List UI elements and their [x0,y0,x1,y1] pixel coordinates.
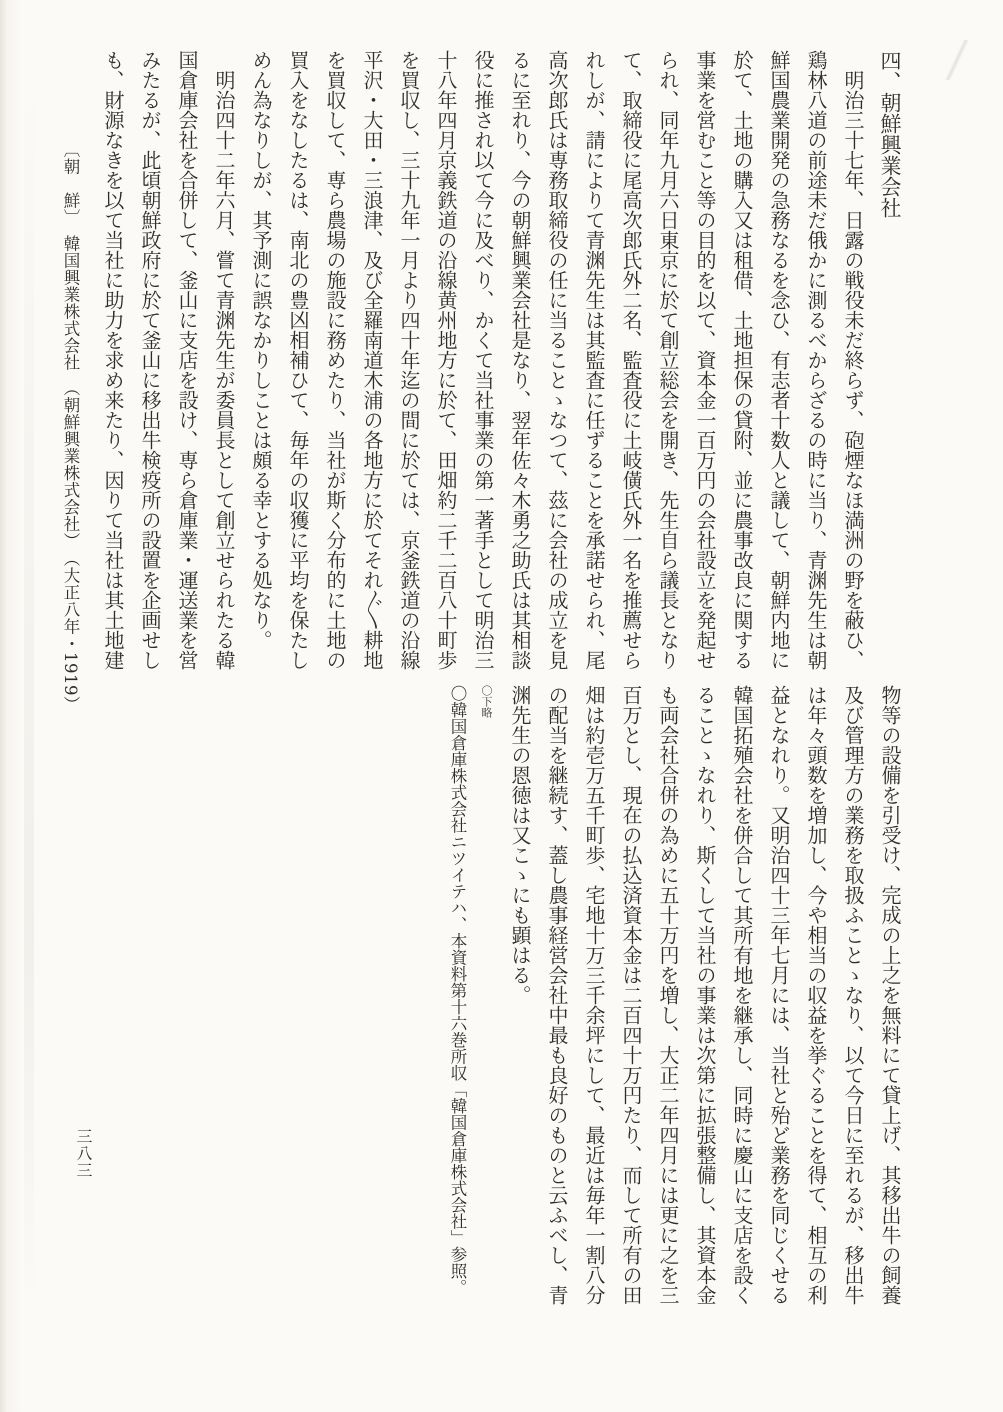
page-number: 三八三 [74,1128,93,1179]
body-paragraph-1: 明治三十七年、日露の戦役未だ終らず、砲煙なほ満洲の野を蔽ひ、鶏林八道の前途未だ俄かに測るべからざるの時に当り、青渊先生は朝鮮国農業開発の急務なるを念ひ、有志者十数人と議して、朝鮮内地に於て、土地の購入又は租借、土地担保の貸附、並に農事改良に関する事業を営むこと等の目的を以て、資本金一百万円の会社設立を発起せられ、同年九月六日東京に於て創立総会を開き、先生自ら議長となりて、取締役に尾高次郎氏外二名、監査役に土岐僙氏外一名を推薦せられしが、請によりて青渊先生は其監査に任ずることを承諾せられ、尾高次郎氏は専務取締役の任に当ることゝなつて、茲に会社の成立を見るに至れり、今の朝鮮興業会社是なり、翌年佐々木勇之助氏は其相談役に推され以て今に及べり、かくて当社事業の第一著手として明治三十八年四月京義鉄道の沿線黄州地方に於て、田畑約二千二百八十町歩を買収し、三十九年一月より四十年迄の間に於ては、京釜鉄道の沿線平沢・大田・三浪津、及び全羅南道木浦の各地方に於てそれ〴〵耕地を買収して、専ら農場の施設に務めたり、当社が斯く分布的に土地の買入をなしたるは、南北の豊凶相補ひて、毎年の収獲に平均を保たしめん為なりしが、其予測に誤なかりしことは頗る幸とする処なり。 [249,50,865,670]
source-citation: 〔朝 鮮〕 韓国興業株式会社 （朝鮮興業株式会社） （大正八年・1919） [61,141,80,713]
section-heading: 四、朝鮮興業会社 [878,50,902,218]
lower-text-band [328,685,908,1312]
upper-text-band [63,50,908,677]
reference-footnote: 〇韓国倉庫株式会社ニツイテハ、本資料第十六巻所収「韓国倉庫株式会社」参照。 [448,685,467,1296]
body-paragraph-2-upper-part: 明治四十二年六月、嘗て青渊先生が委員長として創立せられたる韓国倉庫会社を合併して、釜山に支店を設け、専ら倉庫業・運送業を営みたるが、此頃朝鮮政府に於て釜山に移出牛検疫所の設置を企画せしも、財源なきを以て当社に助力を求め来たり、因りて当社は其土地建 [101,50,236,670]
body-paragraph-2-lower-part: 物等の設備を引受け、完成の上之を無料にて貸上げ、其移出牛の飼養及び管理方の業務を取扱ふことゝなり、以て今日に至れるが、移出牛は年々頭数を増加し、今や相当の収益を挙ぐることを得て、相互の利益となれり。又明治四十三年七月には、当社と殆ど業務を同じくせる韓国拓殖会社を併合して其所有地を継承し、同時に慶山に支店を設くることゝなれり、斯くして当社の事業は次第に拡張整備し、其資本金も両会社合併の為めに五十万円を増し、大正二年四月には更に之を三百万とし、現在の払込済資本金は二百四十万円たり、而して所有の田畑は約壱万五千町歩、宅地十万三千余坪にして、最近は毎年一割八分の配当を継続す、蓋し農事経営会社中最も良好のものと云ふべし、青渊先生の恩徳は又こゝにも顕はる。 [508,685,902,1305]
omission-marker: 〇下略 [480,685,493,718]
